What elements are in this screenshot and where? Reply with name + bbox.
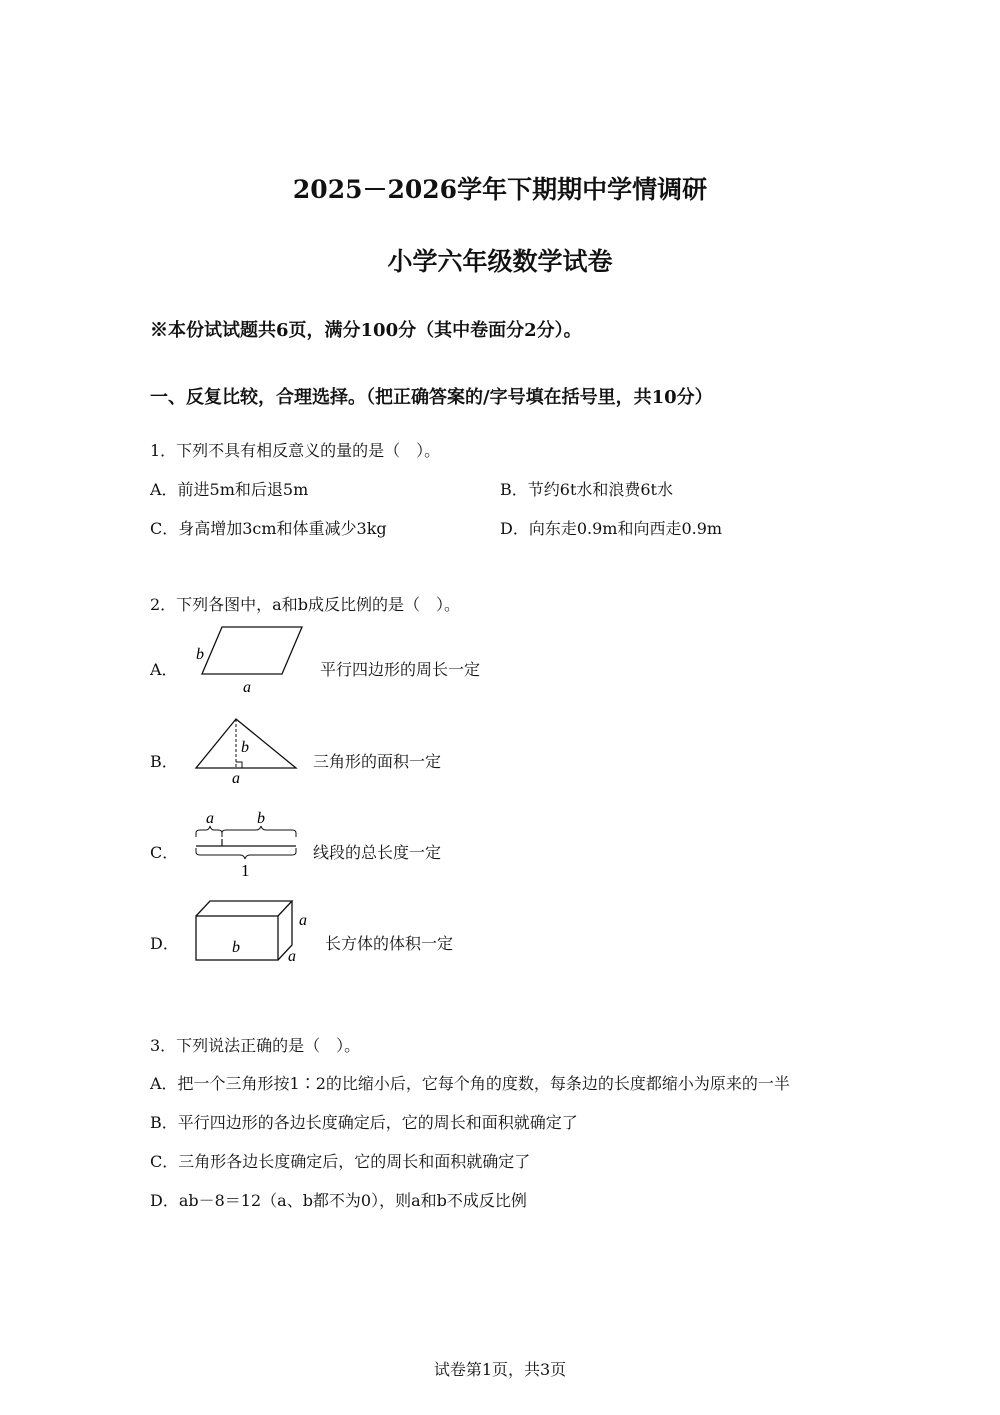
exam-subtitle: 小学六年级数学试卷 [387,247,613,276]
cuboid-label-height: a [299,912,307,929]
segment-label-total: 1 [241,861,250,880]
question-3-option-d: D．ab－8＝12（a、b都不为0），则a和b不成反比例 [150,1191,527,1210]
cuboid-top-face [196,901,292,916]
page-footer: 试卷第1页，共3页 [433,1360,567,1379]
triangle-figure [185,712,305,790]
cuboid-label-width: a [288,948,296,965]
question-3-stem: 3．下列说法正确的是（ ）。 [150,1036,361,1055]
exam-title: 2025－2026学年下期期中学情调研 [292,175,708,204]
segment-figure [185,804,310,884]
cuboid-label-length: b [232,939,240,956]
question-1-option-b: B．节约6t水和浪费6t水 [500,480,673,499]
question-2-option-c-desc: 线段的总长度一定 [313,843,442,862]
question-2-stem: 2．下列各图中，a和b成反比例的是（ ）。 [150,595,460,614]
question-2-option-b-letter: B． [150,752,178,771]
cuboid-figure [185,893,315,973]
segment-label-a: a [206,810,214,827]
question-1-option-a: A．前进5m和后退5m [150,480,309,499]
triangle-label-b: b [241,739,249,756]
parallelogram-shape [202,627,302,674]
brace-total [196,848,296,859]
question-3-option-a: A．把一个三角形按1∶2的比缩小后，它每个角的度数，每条边的长度都缩小为原来的一半 [150,1074,790,1093]
question-2-option-c-letter: C． [150,843,179,862]
question-2-option-a-letter: A． [150,660,178,679]
question-2-option-d-letter: D． [150,934,179,953]
section-heading: 一、反复比较，合理选择。（把正确答案的/字号填在括号里，共10分） [150,387,713,408]
question-3-option-c: C．三角形各边长度确定后，它的周长和面积就确定了 [150,1152,531,1171]
question-2-option-a-desc: 平行四边形的周长一定 [320,660,481,679]
parallelogram-label-a: a [243,679,251,696]
brace-b [222,826,296,837]
question-1-stem: 1．下列不具有相反意义的量的是（ ）。 [150,441,441,460]
question-1-option-d: D．向东走0.9m和向西走0.9m [500,519,723,538]
question-1-option-c: C．身高增加3cm和体重减少3kg [150,519,387,538]
question-2-option-b-desc: 三角形的面积一定 [313,752,442,771]
parallelogram-figure [185,620,315,700]
triangle-label-a: a [232,770,240,787]
question-3-option-b: B．平行四边形的各边长度确定后，它的周长和面积就确定了 [150,1113,578,1132]
question-2-option-d-desc: 长方体的体积一定 [325,934,454,953]
parallelogram-label-b: b [196,646,204,663]
right-angle-mark [236,762,242,768]
segment-label-b: b [257,810,265,827]
exam-note: ※本份试试题共6页，满分100分（其中卷面分2分）。 [150,320,582,341]
brace-a [196,826,222,837]
